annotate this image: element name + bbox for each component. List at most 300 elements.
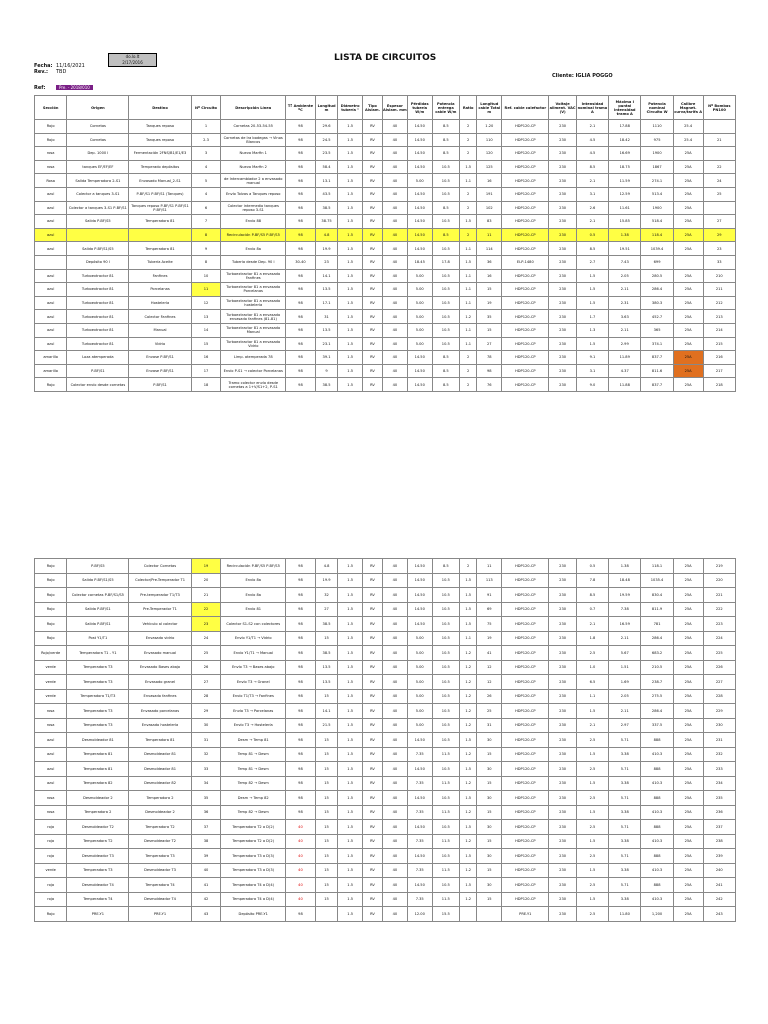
table-cell: 43.5 (315, 187, 337, 201)
table-cell: 0.5 (576, 228, 608, 242)
table-cell: 1.1 (459, 337, 476, 351)
table-cell: 1.5 (338, 269, 363, 283)
table-cell: 40 (382, 573, 407, 588)
table-cell: 8.5 (432, 147, 459, 161)
table-cell: 191 (477, 187, 502, 201)
table-cell: rosa (35, 160, 67, 174)
table-cell: 1.2 (459, 776, 476, 791)
table-cell: 1867 (641, 160, 673, 174)
table-cell: 3.63 (609, 310, 641, 324)
table-cell: 14.50 (407, 849, 432, 864)
table-cell: HDP120-CP (502, 660, 549, 675)
table-cell: Envío 81 (221, 602, 286, 617)
table-cell: 210.5 (641, 660, 673, 675)
table-cell: 2.5 (576, 820, 608, 835)
table-cell: Turboextractor 81 (67, 283, 129, 297)
table-cell: 10.5 (432, 215, 459, 229)
table-cell: 975 (641, 133, 673, 147)
table-cell: 5.00 (407, 174, 432, 188)
ref-value: Pre. - 2018/010 (56, 85, 93, 90)
client-label: Cliente: IGLIA POGGO (552, 73, 613, 79)
table-cell: 230 (549, 689, 576, 704)
table-cell: 7.35 (407, 863, 432, 878)
table-cell: Tanques reposo P-BF/S1 P-BF/S1 P-BF/S1 (129, 201, 191, 215)
table-cell: 2 (459, 133, 476, 147)
table-cell: Envío 8a (221, 242, 286, 256)
table-cell: 1.5 (338, 704, 363, 719)
table-cell: 8.5 (432, 133, 459, 147)
table-cell: 8.5 (432, 559, 459, 574)
table-cell: 40 (382, 718, 407, 733)
table-cell: 15 (477, 834, 502, 849)
table-cell: 286.4 (641, 631, 673, 646)
table-cell: Temperadora T2 a D(2) (221, 834, 286, 849)
table-cell: 23 (191, 617, 221, 632)
table-cell: 26 (191, 660, 221, 675)
column-header: Voltaje aliment. VAC (V) (549, 96, 576, 120)
table-cell: HDP120-CP (502, 675, 549, 690)
table-cell: 1.2 (459, 310, 476, 324)
table-cell: 3.38 (609, 747, 641, 762)
table-row (35, 646, 736, 661)
table-cell: RV (363, 323, 383, 337)
table-cell: 38.5 (315, 378, 337, 392)
table-cell: 5.00 (407, 631, 432, 646)
table-cell: 25.4 (673, 120, 703, 134)
table-cell: 1.2 (459, 646, 476, 661)
table-cell: Envío 88 (221, 215, 286, 229)
table-cell: 15 (315, 878, 337, 893)
table-cell: 230 (549, 187, 576, 201)
table-cell: 40 (382, 805, 407, 820)
table-cell: 1.5 (338, 675, 363, 690)
table-cell: 25A (673, 602, 703, 617)
table-cell: 230 (549, 160, 576, 174)
table-cell: 8.5 (432, 378, 459, 392)
table-cell: Temperadora T3 (67, 863, 129, 878)
table-cell: Rojo (35, 631, 67, 646)
table-row (35, 776, 736, 791)
table-cell: Salida P-BF/S5 (67, 215, 129, 229)
table-row (35, 689, 736, 704)
table-cell: Rojo (35, 573, 67, 588)
table-cell: 40 (382, 559, 407, 574)
table-cell: 1.5 (338, 733, 363, 748)
table-cell: 15.85 (609, 215, 641, 229)
table-cell: 1.1 (459, 631, 476, 646)
table-cell: 1.5 (338, 201, 363, 215)
table-cell: 40 (382, 689, 407, 704)
table-cell: 25A (673, 907, 703, 922)
table-cell: 1.38 (609, 228, 641, 242)
table-cell: 1.1 (459, 323, 476, 337)
table-cell: ELP-1480 (502, 255, 549, 269)
table-cell: 1.2 (459, 718, 476, 733)
table-cell: 11.59 (609, 174, 641, 188)
table-cell: 25A (673, 849, 703, 864)
table-cell: RV (363, 283, 383, 297)
table-cell: 36 (477, 255, 502, 269)
table-cell: 13.1 (315, 174, 337, 188)
table-cell: 8.5 (432, 364, 459, 378)
table-cell (35, 255, 67, 269)
table-cell: RV (363, 160, 383, 174)
table-cell: 41 (191, 878, 221, 893)
table-cell: 229 (703, 704, 735, 719)
table-cell: 219 (703, 559, 735, 574)
table-cell: 98 (286, 174, 316, 188)
table-cell: 40 (382, 147, 407, 161)
table-cell: RV (363, 631, 383, 646)
table-cell: 25A (673, 660, 703, 675)
table-cell: RV (363, 675, 383, 690)
table-cell: Colector/Pre-Temperador T1 (129, 573, 191, 588)
table-cell: 1.5 (338, 323, 363, 337)
table-cell: 1.5 (338, 559, 363, 574)
table-cell: 19.59 (609, 588, 641, 603)
table-cell: 40 (382, 296, 407, 310)
table-cell: 98 (286, 323, 316, 337)
table-cell: 26 (477, 689, 502, 704)
table-cell: Turboextractor 81 a envasado Porcelanas (221, 283, 286, 297)
table-cell: 2.6 (576, 201, 608, 215)
table-cell: roja (35, 878, 67, 893)
table-cell: 1.5 (338, 283, 363, 297)
table-cell: 22 (191, 602, 221, 617)
table-cell: azul (35, 296, 67, 310)
table-cell: Salida P-BF/S1 (67, 602, 129, 617)
table-cell: 30 (477, 762, 502, 777)
table-cell: 14.50 (407, 187, 432, 201)
table-cell: 15 (477, 776, 502, 791)
table-cell: azul (35, 776, 67, 791)
table-cell: rosa (35, 147, 67, 161)
table-cell: 98 (286, 269, 316, 283)
table-cell: 11.5 (432, 776, 459, 791)
table-cell: 18.48 (609, 573, 641, 588)
table-cell: 230 (549, 201, 576, 215)
table-cell: HDP120-CP (502, 215, 549, 229)
table-row (35, 228, 736, 242)
table-cell: Salida P-BF/S1/S5 (67, 573, 129, 588)
table-cell: 11 (191, 283, 221, 297)
table-cell: 1.5 (576, 296, 608, 310)
table-cell: 230 (549, 878, 576, 893)
table-cell: 25A (673, 747, 703, 762)
table-cell: Envío T3 → Granel (221, 675, 286, 690)
table-cell: 8.5 (576, 242, 608, 256)
table-cell: Tanques reposo (129, 133, 191, 147)
table-cell: 2.1 (576, 718, 608, 733)
table-cell: Turboextractor 81 a envasado hostelería (221, 296, 286, 310)
table-cell: 13.5 (315, 283, 337, 297)
table-cell: 40 (382, 588, 407, 603)
table-cell: 13.5 (315, 323, 337, 337)
table-cell: 98 (286, 187, 316, 201)
table-cell: 2.05 (609, 689, 641, 704)
table-cell: 25A (673, 147, 703, 161)
table-cell: RV (363, 378, 383, 392)
table-cell: Limp. atemperada 78 (221, 351, 286, 365)
table-cell: 2.11 (609, 283, 641, 297)
table-cell: 1.0 (576, 660, 608, 675)
table-cell: 98 (477, 364, 502, 378)
table-cell: 2.1 (576, 174, 608, 188)
table-cell: 14.50 (407, 588, 432, 603)
table-cell: 1.5 (338, 747, 363, 762)
table-cell: 14.50 (407, 762, 432, 777)
table-cell: 230 (549, 337, 576, 351)
table-cell: 34 (191, 776, 221, 791)
table-cell: 1110 (641, 120, 673, 134)
table-cell: Rojo (35, 133, 67, 147)
table-cell: 40 (382, 283, 407, 297)
table-cell: 2.11 (609, 323, 641, 337)
table-cell: 25 (191, 646, 221, 661)
table-cell: 31 (315, 310, 337, 324)
table-cell: 30 (477, 791, 502, 806)
table-cell: RV (363, 791, 383, 806)
table-cell: Tubería Aceite (129, 255, 191, 269)
table-cell: 10 (191, 269, 221, 283)
table-cell: RV (363, 660, 383, 675)
table-cell: Colector Cornetas (129, 559, 191, 574)
table-cell: Desmoldeador T2 (67, 820, 129, 835)
table-cell: 25A (673, 588, 703, 603)
table-cell: Envasado fanfines (129, 689, 191, 704)
table-cell: 221 (703, 588, 735, 603)
table-cell: 7.35 (407, 747, 432, 762)
table-cell: 781 (641, 617, 673, 632)
table-cell: HDP120-CP (502, 718, 549, 733)
column-header: Tipo Aislam. (363, 96, 383, 120)
table-cell: HDP120-CP (502, 296, 549, 310)
table-cell: 10.5 (432, 323, 459, 337)
table-cell: Post Y1/T1 (67, 631, 129, 646)
table-cell: HDP120-CP (502, 160, 549, 174)
table-cell: RV (363, 296, 383, 310)
table-cell: 98 (286, 296, 316, 310)
table-cell (477, 907, 502, 922)
table-cell: 811.6 (641, 364, 673, 378)
table-cell: Desmoldeador T4 (67, 878, 129, 893)
table-cell: 23 (315, 255, 337, 269)
table-cell: 15.5 (432, 907, 459, 922)
table-cell: Envasado manual (129, 646, 191, 661)
table-cell: 25A (673, 378, 703, 392)
table-cell: 98 (286, 776, 316, 791)
table-cell: Temperadora T2 (129, 820, 191, 835)
table-cell: 10.5 (432, 631, 459, 646)
table-cell: 811.9 (641, 602, 673, 617)
table-cell: Hostelería (129, 296, 191, 310)
table-cell: 1.5 (459, 588, 476, 603)
table-cell: 286.4 (641, 283, 673, 297)
table-cell: 41 (477, 646, 502, 661)
table-cell: 240 (703, 863, 735, 878)
table-cell: 3.38 (609, 863, 641, 878)
table-cell: 25A (673, 820, 703, 835)
table-cell: 7 (191, 215, 221, 229)
table-cell: Temperadora T3 (67, 675, 129, 690)
table-cell: Turboextractor 81 (67, 323, 129, 337)
table-cell: 14.50 (407, 215, 432, 229)
table-cell: 1.1 (459, 296, 476, 310)
table-cell: 18.42 (609, 133, 641, 147)
table-cell: 25A (673, 174, 703, 188)
table-cell: 69 (477, 602, 502, 617)
table-cell: Cornetas (67, 133, 129, 147)
table-cell: 14.50 (407, 820, 432, 835)
table-cell: 14.50 (407, 228, 432, 242)
table-cell: 15 (191, 337, 221, 351)
table-cell: 888 (641, 762, 673, 777)
table-cell: 230 (549, 834, 576, 849)
table-cell: HDP120-CP (502, 283, 549, 297)
table-cell: 230 (549, 228, 576, 242)
table-cell: RV (363, 559, 383, 574)
table-cell: 1.5 (338, 147, 363, 161)
table-cell: HDP120-CP (502, 559, 549, 574)
table-cell: 14.1 (315, 704, 337, 719)
table-cell: 19 (191, 559, 221, 574)
table-cell: 25A (673, 733, 703, 748)
table-cell: 25A (673, 617, 703, 632)
table-cell: HDP120-CP (502, 187, 549, 201)
rev-label: Rev.: (34, 69, 48, 75)
table-cell: 114 (477, 242, 502, 256)
table-cell: RV (363, 147, 383, 161)
table-cell: Temperadora T3 (67, 660, 129, 675)
table-cell: HDP120-CP (502, 120, 549, 134)
table-row (35, 215, 736, 229)
table-cell: 10.5 (432, 878, 459, 893)
table-cell: 1.2 (459, 892, 476, 907)
table-cell: 35 (191, 791, 221, 806)
table-cell: 1.1 (459, 242, 476, 256)
table-cell: 110 (477, 133, 502, 147)
table-cell: RV (363, 892, 383, 907)
table-cell: HDP120-CP (502, 174, 549, 188)
table-cell: Recirculación P-BF/S5 P-BF/S5 (221, 228, 286, 242)
table-cell: 19.9 (315, 573, 337, 588)
table-cell: azul (35, 323, 67, 337)
table-cell: 14.50 (407, 364, 432, 378)
table-cell: HDP120-CP (502, 689, 549, 704)
table-cell: 10.5 (432, 718, 459, 733)
table-cell: 15 (315, 892, 337, 907)
table-row (35, 378, 736, 392)
table-cell: RV (363, 733, 383, 748)
column-header: Diámetro tubería " (338, 96, 363, 120)
table-cell: RV (363, 215, 383, 229)
table-cell: 2.1 (576, 617, 608, 632)
table-cell: 25A (673, 160, 703, 174)
table-cell: 1.5 (338, 863, 363, 878)
table-cell: 10.5 (432, 733, 459, 748)
table-cell: RV (363, 133, 383, 147)
table-cell: Vidrio (129, 337, 191, 351)
table-cell: Envío T3 → Bases abajo (221, 660, 286, 675)
table-cell: 10.5 (432, 675, 459, 690)
table-cell: Colector cornetas P-BF/S1/S5 (67, 588, 129, 603)
column-header: Destino (129, 96, 191, 120)
table-cell: 1.2 (459, 747, 476, 762)
table-cell: azul (35, 337, 67, 351)
table-cell: 2 (459, 147, 476, 161)
table-cell: 888 (641, 791, 673, 806)
table-cell: 29 (703, 228, 735, 242)
table-cell: Cornetas de Ira bodegas → Vinos Blancos (221, 133, 286, 147)
table-cell: 10.5 (432, 337, 459, 351)
table-cell: Envío T3 → Hostelería (221, 718, 286, 733)
table-cell: 5.00 (407, 646, 432, 661)
table-cell: 15 (315, 863, 337, 878)
table-cell: 7.35 (407, 776, 432, 791)
table-cell: azul (35, 733, 67, 748)
table-cell: RV (363, 820, 383, 835)
table-cell: HDP120-CP (502, 364, 549, 378)
table-cell: 2.1 (576, 215, 608, 229)
table-cell: 230 (549, 907, 576, 922)
table-cell: 1.5 (576, 747, 608, 762)
table-cell: 888 (641, 820, 673, 835)
table-cell: 15 (315, 762, 337, 777)
table-cell: 4 (191, 160, 221, 174)
table-cell: 98 (286, 120, 316, 134)
table-cell: 215 (703, 337, 735, 351)
table-cell: Desm → Temp 81 (221, 733, 286, 748)
table-cell: 699 (641, 255, 673, 269)
table-cell: 27 (191, 675, 221, 690)
table-cell: 230 (549, 602, 576, 617)
table-cell: azul (35, 187, 67, 201)
table-cell: 1.5 (338, 378, 363, 392)
table-cell: 98 (286, 617, 316, 632)
table-cell: RV (363, 228, 383, 242)
table-cell: 1.5 (338, 296, 363, 310)
table-cell: 230 (549, 718, 576, 733)
table-cell: 8.5 (432, 228, 459, 242)
table-cell: 11.88 (609, 378, 641, 392)
table-row (35, 820, 736, 835)
table-cell: 23.1 (315, 337, 337, 351)
table-cell: RV (363, 187, 383, 201)
table-cell: HDP120-CP (502, 201, 549, 215)
table-cell: 1.5 (338, 776, 363, 791)
table-cell: 15 (315, 689, 337, 704)
table-cell: roja (35, 820, 67, 835)
table-cell: 1.5 (338, 718, 363, 733)
table-row (35, 255, 736, 269)
table-cell: Temperado depósitos (129, 160, 191, 174)
table-cell: 4.5 (576, 147, 608, 161)
table-cell: 98 (286, 907, 316, 922)
table-cell: 11.5 (432, 863, 459, 878)
table-cell: 5.00 (407, 718, 432, 733)
table-cell: 40 (382, 364, 407, 378)
table-cell: 23 (703, 242, 735, 256)
table-cell: 236 (703, 805, 735, 820)
column-header: Descripción Línea (221, 96, 286, 120)
column-header: Nº Bombas PN100 (703, 96, 735, 120)
table-cell: 237 (703, 820, 735, 835)
table-cell: RV (363, 269, 383, 283)
table-cell: 218 (703, 378, 735, 392)
table-cell: 98 (286, 791, 316, 806)
table-cell: Envío Tolvas a Tanques reposo (221, 187, 286, 201)
table-cell: 14.50 (407, 133, 432, 147)
